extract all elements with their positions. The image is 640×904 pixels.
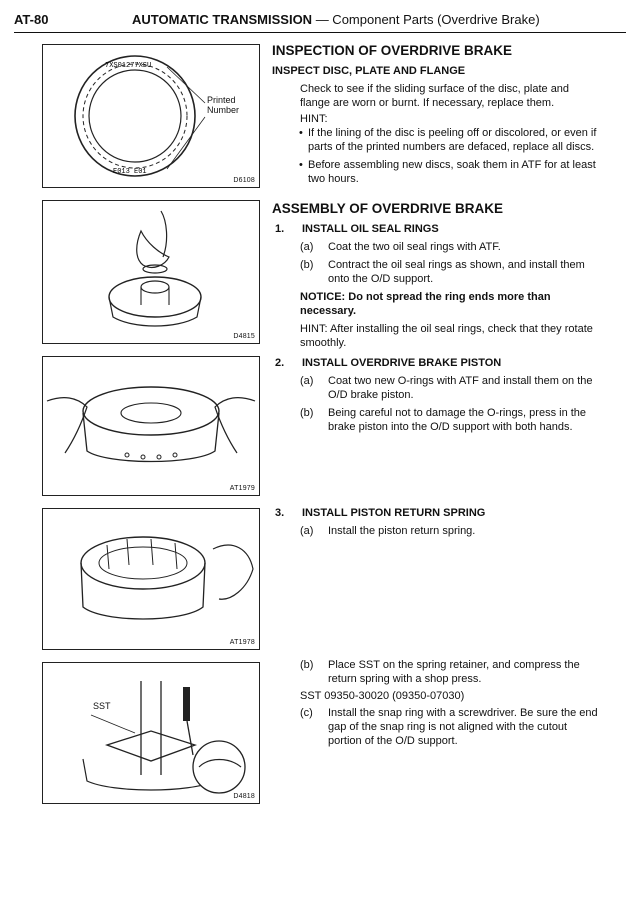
assembly-section [272, 202, 602, 350]
assembly-title: ASSEMBLY OF OVERDRIVE BRAKE [272, 201, 504, 216]
step-2-section [272, 356, 602, 434]
printed-number-label: Printed Number [207, 95, 240, 115]
step-2-b: (b) Being careful not to damage the O-rings, press in the brake piston into the O/D support with both hands. [300, 407, 587, 433]
disc-print-top: 7XS01277XSU [105, 62, 152, 70]
inspection-bullet-text: Before assembling new discs, soak them in ATF for at least two hours. [308, 159, 596, 185]
inspection-section [272, 44, 602, 186]
brake-piston-illustration [43, 357, 259, 495]
disc-print-bottom: E013 E01 [113, 168, 147, 176]
sst-label: SST [93, 701, 111, 711]
figure-code: AT1979 [229, 485, 255, 492]
inspection-title: INSPECTION OF OVERDRIVE BRAKE [272, 43, 513, 58]
return-spring-illustration [43, 509, 259, 649]
header-title-bold: AUTOMATIC TRANSMISSION [132, 12, 313, 27]
oil-seal-illustration [43, 201, 259, 343]
figure-return-spring [42, 508, 260, 650]
step-3-c: (c) Install the snap ring with a screwdriver. Be sure the end gap of the snap ring is not aligned with the cutout portion of the O/D support. [300, 707, 598, 747]
figure-code: D4815 [233, 333, 255, 340]
step-3-b: (b) Place SST on the spring retainer, and compress the return spring with a shop press. [300, 659, 580, 685]
step-1-hint: HINT: After installing the oil seal rings, check that they rotate smoothly. [300, 323, 593, 349]
figure-disc [42, 44, 260, 188]
page-header [14, 10, 626, 33]
step-1-notice: NOTICE: Do not spread the ring ends more than necessary. [300, 291, 551, 317]
inspection-subtitle: INSPECT DISC, PLATE AND FLANGE [272, 65, 466, 77]
figure-code: D6108 [233, 177, 255, 184]
figure-code: D4818 [233, 793, 255, 800]
figure-oil-seal-rings [42, 200, 260, 344]
page-id: AT-80 [14, 12, 49, 27]
step-3-heading: 3. INSTALL PISTON RETURN SPRING [275, 507, 486, 519]
step-1-b: (b) Contract the oil seal rings as shown, and install them onto the O/D support. [300, 259, 585, 285]
figure-code: AT1978 [229, 639, 255, 646]
step-1-heading: 1. INSTALL OIL SEAL RINGS [275, 223, 439, 235]
step-2-heading: 2. INSTALL OVERDRIVE BRAKE PISTON [275, 357, 502, 369]
inspection-bullet-text: If the lining of the disc is peeling off or discolored, or even if parts of the printed numbers are defaced, replace all discs. [308, 127, 597, 153]
inspection-hint-label: HINT: [300, 113, 328, 125]
figure-sst-snap-ring [42, 662, 260, 804]
header-title-rest: — Component Parts (Overdrive Brake) [312, 12, 540, 27]
sst-illustration [43, 663, 259, 803]
step-3-sst: SST 09350-30020 (09350-07030) [300, 690, 465, 702]
step-1-a: (a) Coat the two oil seal rings with ATF. [300, 241, 501, 253]
inspection-body: Check to see if the sliding surface of the disc, plate and flange are worn or burnt. If necessary, replace them. [300, 83, 570, 109]
step-2-a: (a) Coat two new O-rings with ATF and install them on the O/D brake piston. [300, 375, 593, 401]
inspection-bullet: • If the lining of the disc is peeling off or discolored, or even if parts of the printed numbers are defaced, replace all discs. [299, 127, 597, 153]
step-3-a: (a) Install the piston return spring. [300, 525, 476, 537]
disc-illustration [43, 45, 259, 187]
inspection-bullet: • Before assembling new discs, soak them in ATF for at least two hours. [299, 159, 596, 185]
header-title [132, 12, 540, 27]
step-3-continued [272, 658, 602, 748]
figure-brake-piston [42, 356, 260, 496]
step-3-section [272, 506, 602, 538]
